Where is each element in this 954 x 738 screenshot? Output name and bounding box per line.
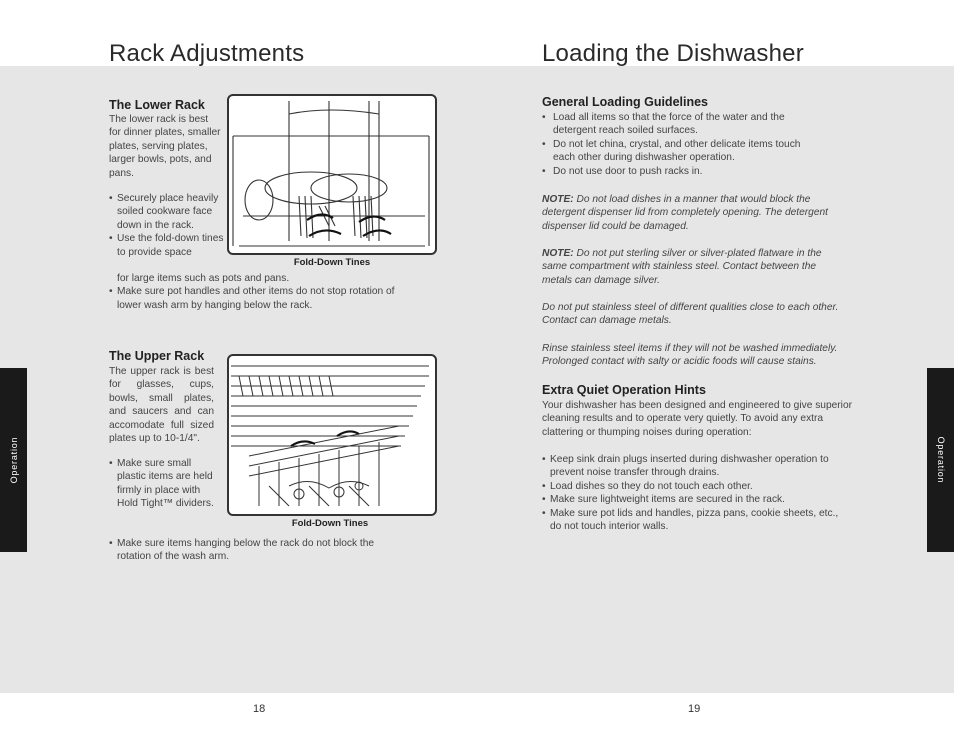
upper-rack-intro: The upper rack is best for glasses, cups, bowls, small plates, and saucers and can accomodate full sized plates up to 10-1/4".: [109, 366, 214, 445]
upper-rack-bullets-wide: [109, 537, 409, 564]
upper-rack-bullets-narrow: [109, 457, 219, 511]
list-item: • Load dishes so they do not touch each other.: [542, 480, 852, 493]
side-tab-left: [0, 368, 27, 552]
list-item: • Use the fold-down tines to provide space: [109, 232, 227, 259]
lower-rack-bullets-wide: [109, 272, 414, 312]
lower-rack-bullets-narrow: [109, 192, 227, 259]
quiet-intro: Your dishwasher has been designed and engineered to give superior cleaning results and to operate very quietly. To avoid any extra clattering or thumping noises during operation:: [542, 400, 852, 438]
note-text: Do not put sterling silver or silver-plated flatware in the same compartment with stainless steel. Contact between the metals can damage silver.: [542, 248, 822, 286]
list-item: • Make sure items hanging below the rack do not block the rotation of the wash arm.: [109, 537, 409, 564]
note-detergent: [542, 193, 854, 233]
lower-rack-caption: Fold-Down Tines: [293, 257, 371, 268]
note-label: NOTE:: [542, 248, 574, 259]
list-item: • Do not let china, crystal, and other delicate items touch each other during dishwasher operation.: [542, 138, 812, 165]
list-item: • Make sure pot lids and handles, pizza pans, cookie sheets, etc., do not touch interior walls.: [542, 507, 852, 534]
upper-rack-drawing: [229, 356, 435, 514]
list-item: • Securely place heavily soiled cookware face down in the rack.: [109, 192, 227, 232]
quiet-bullets: [542, 453, 852, 533]
list-item: • Keep sink drain plugs inserted during dishwasher operation to prevent noise transfer through drains.: [542, 453, 852, 480]
side-tab-right: [927, 368, 954, 552]
note-label: NOTE:: [542, 194, 574, 205]
page-number-right: 19: [688, 703, 701, 715]
list-item: • Do not use door to push racks in.: [542, 165, 812, 178]
lower-rack-illustration: [227, 94, 437, 255]
upper-rack-caption: Fold-Down Tines: [291, 518, 369, 529]
heading-upper-rack: The Upper Rack: [109, 349, 205, 363]
page-title-loading: Loading the Dishwasher: [542, 40, 804, 67]
note-silver: [542, 247, 842, 287]
heading-extra-quiet: Extra Quiet Operation Hints: [542, 383, 706, 397]
bullet-continuation: for large items such as pots and pans.: [117, 273, 290, 284]
lower-rack-intro: The lower rack is best for dinner plates, smaller plates, serving plates, larger bowls, pots, and pans.: [109, 114, 221, 179]
side-tab-label: Operation: [8, 436, 19, 484]
note-text: Do not load dishes in a manner that would block the detergent dispenser lid from completely opening. The detergent dispenser lid could be damaged.: [542, 194, 828, 232]
heading-lower-rack: The Lower Rack: [109, 98, 205, 112]
note-stainless: Do not put stainless steel of different qualities close to each other. Contact can damage metals.: [542, 302, 839, 327]
note-rinse: Rinse stainless steel items if they will not be washed immediately. Prolonged contact with salty or acidic foods will cause stains.: [542, 343, 838, 368]
list-item: • Make sure pot handles and other items do not stop rotation of lower wash arm by hanging below the rack.: [109, 285, 414, 312]
upper-rack-illustration: [227, 354, 437, 516]
side-tab-label: Operation: [935, 436, 946, 484]
heading-general-loading: General Loading Guidelines: [542, 95, 709, 109]
list-item: • Make sure small plastic items are held firmly in place with Hold Tight™ dividers.: [109, 457, 219, 511]
list-item-continued: [109, 272, 414, 285]
page-title-rack-adjustments: Rack Adjustments: [109, 40, 305, 67]
general-loading-bullets: [542, 111, 812, 178]
lower-rack-drawing: [229, 96, 435, 253]
page-number-left: 18: [253, 703, 266, 715]
list-item: • Load all items so that the force of the water and the detergent reach soiled surfaces.: [542, 111, 812, 138]
list-item: • Make sure lightweight items are secured in the rack.: [542, 493, 852, 506]
